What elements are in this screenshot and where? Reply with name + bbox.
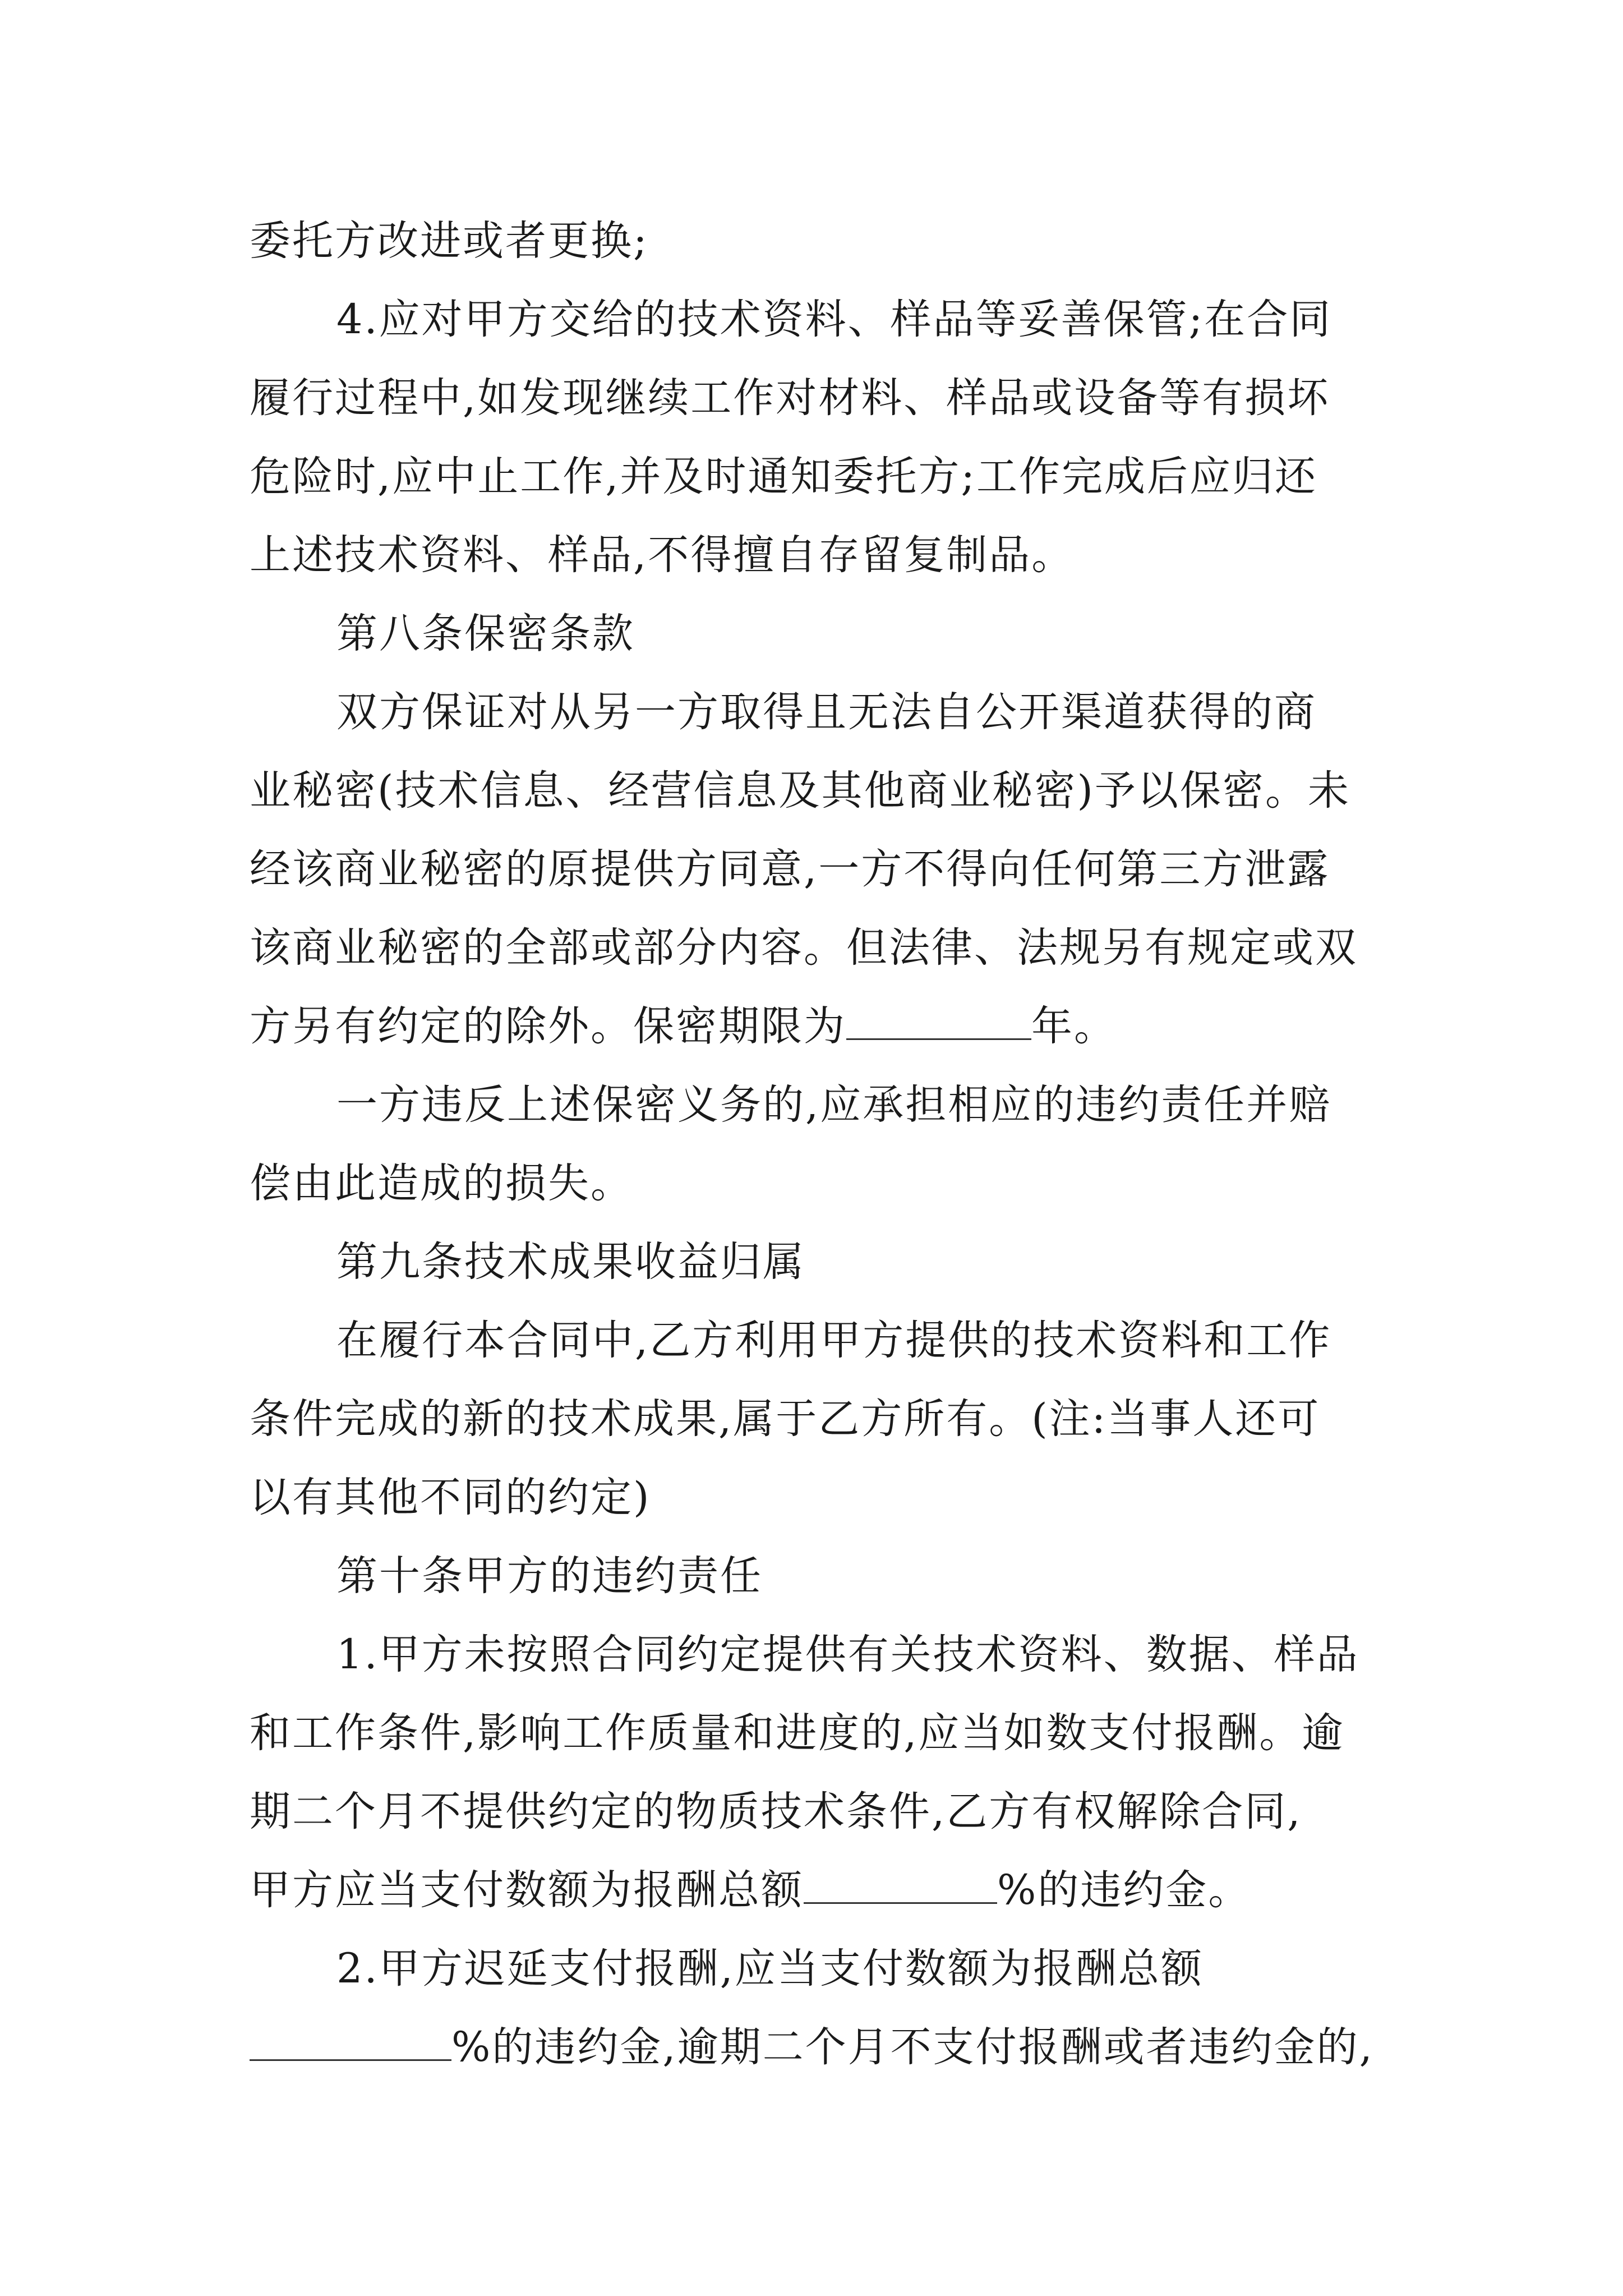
text-span: 1.甲方未按照合同约定提供有关技术资料、数据、样品: [336, 1631, 1359, 1678]
text-span: 以有其他不同的约定): [250, 1474, 651, 1521]
text-span: 危险时,应中止工作,并及时通知委托方;工作完成后应归还: [250, 453, 1318, 500]
blank-field: [250, 2020, 451, 2061]
text-span: 履行过程中,如发现继续工作对材料、样品或设备等有损坏: [250, 374, 1330, 422]
section-heading: [336, 1234, 805, 1290]
text-span: 2.甲方迟延支付报酬,应当支付数额为报酬总额: [336, 1945, 1204, 1993]
text-span: 上述技术资料、样品,不得擅自存留复制品。: [250, 531, 1075, 579]
text-span: 条件完成的新的技术成果,属于乙方所有。(注:当事人还可: [250, 1395, 1321, 1443]
text-line: [336, 1941, 1204, 1997]
text-line: [250, 370, 1330, 426]
text-line: [250, 999, 1117, 1055]
text-line: [250, 763, 1350, 819]
text-span: 委托方改进或者更换;: [250, 217, 649, 265]
text-line: [250, 527, 1074, 583]
text-line: [336, 684, 1317, 740]
text-line: [250, 1784, 1302, 1840]
text-span: 该商业秘密的全部或部分内容。但法律、法规另有规定或双: [250, 924, 1358, 972]
blank-field: [804, 1863, 997, 1904]
text-line: [250, 841, 1330, 898]
text-line: [336, 1313, 1331, 1369]
text-span: 业秘密(技术信息、经营信息及其他商业秘密)予以保密。未: [250, 767, 1350, 815]
text-span: 年。: [1031, 1002, 1117, 1050]
text-line: [250, 2019, 1374, 2076]
text-line: [336, 1627, 1359, 1683]
section-heading: [336, 606, 635, 662]
text-span: 在履行本合同中,乙方利用甲方提供的技术资料和工作: [336, 1317, 1332, 1364]
text-line: [250, 1705, 1344, 1761]
text-line: [250, 1391, 1320, 1447]
text-line: [336, 1077, 1331, 1133]
text-span: 一方违反上述保密义务的,应承担相应的违约责任并赔: [336, 1081, 1332, 1129]
text-line: [250, 1862, 1251, 1918]
text-span: 第八条保密条款: [336, 610, 635, 657]
text-span: %的违约金。: [997, 1866, 1251, 1914]
text-span: %的违约金,逾期二个月不支付报酬或者违约金的,: [451, 2023, 1374, 2071]
text-line: [336, 292, 1332, 348]
text-span: 4.应对甲方交给的技术资料、样品等妥善保管;在合同: [336, 296, 1332, 343]
section-heading: [336, 1548, 763, 1604]
blank-field: [846, 999, 1031, 1040]
text-span: 期二个月不提供约定的物质技术条件,乙方有权解除合同,: [250, 1788, 1302, 1835]
text-line: [250, 920, 1358, 976]
text-span: 和工作条件,影响工作质量和进度的,应当如数支付报酬。逾: [250, 1709, 1345, 1757]
text-line: [250, 1156, 633, 1212]
text-span: 第九条技术成果收益归属: [336, 1238, 805, 1286]
text-span: 甲方应当支付数额为报酬总额: [250, 1866, 804, 1914]
text-span: 经该商业秘密的原提供方同意,一方不得向任何第三方泄露: [250, 845, 1330, 893]
text-line: [250, 449, 1317, 505]
text-span: 第十条甲方的违约责任: [336, 1552, 763, 1600]
text-line: [250, 213, 649, 269]
text-span: 偿由此造成的损失。: [250, 1159, 633, 1207]
text-span: 双方保证对从另一方取得且无法自公开渠道获得的商: [336, 688, 1317, 736]
text-line: [250, 1470, 651, 1526]
text-span: 方另有约定的除外。保密期限为: [250, 1002, 846, 1050]
